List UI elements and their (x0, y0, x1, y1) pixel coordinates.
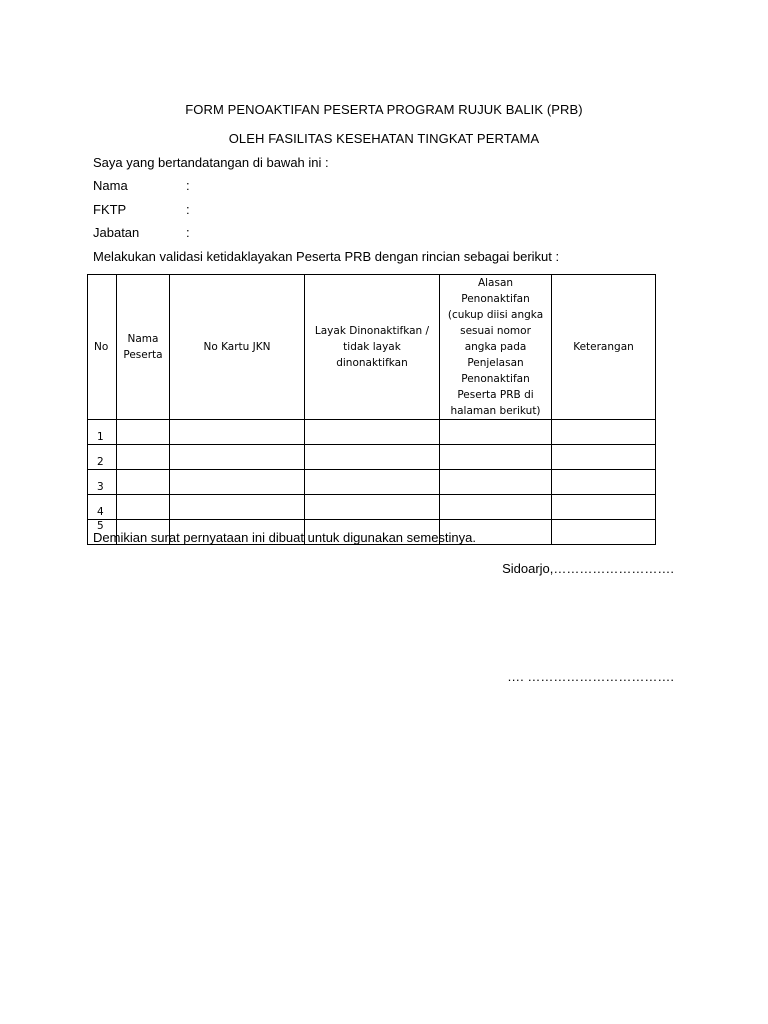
header-keterangan: Keterangan (552, 275, 656, 420)
table-row (88, 495, 656, 520)
table-row (88, 420, 656, 445)
statement-text: Melakukan validasi ketidaklayakan Peserta PRB dengan rincian sebagai berikut : (93, 249, 560, 264)
table-header-row (88, 275, 656, 420)
field-colon-nama: : (186, 178, 190, 193)
place-date: Sidoarjo,………………………. (502, 561, 674, 576)
row-number: 2 (88, 445, 117, 470)
participant-table (87, 274, 656, 545)
form-subtitle: OLEH FASILITAS KESEHATAN TINGKAT PERTAMA (228, 131, 540, 146)
signature-line: …. ……………………………. (507, 669, 674, 684)
header-no-kartu-jkn: No Kartu JKN (170, 275, 305, 420)
closing-text: Demikian surat pernyataan ini dibuat untuk digunakan semestinya. (93, 530, 477, 545)
field-label-fktp: FKTP (93, 202, 127, 217)
header-nama-peserta: Nama Peserta (117, 275, 170, 420)
field-label-nama: Nama (93, 178, 128, 193)
cell-alasan[interactable] (440, 420, 552, 445)
cell-keterangan[interactable] (552, 495, 656, 520)
row-number: 3 (88, 470, 117, 495)
header-alasan-penonaktifan: Alasan Penonaktifan (cukup diisi angka sesuai nomor angka pada Penjelasan Penonaktifan Peserta PRB di halaman berikut) (440, 275, 552, 420)
cell-alasan[interactable] (440, 470, 552, 495)
cell-nama[interactable] (117, 445, 170, 470)
field-label-jabatan: Jabatan (93, 225, 140, 240)
cell-keterangan[interactable] (552, 520, 656, 545)
cell-layak[interactable] (305, 445, 440, 470)
field-colon-fktp: : (186, 202, 190, 217)
cell-keterangan[interactable] (552, 420, 656, 445)
header-layak-dinonaktifkan: Layak Dinonaktifkan / tidak layak dinonaktifkan (305, 275, 440, 420)
intro-text: Saya yang bertandatangan di bawah ini : (93, 155, 329, 170)
row-number: 1 (88, 420, 117, 445)
field-colon-jabatan: : (186, 225, 190, 240)
cell-alasan[interactable] (440, 445, 552, 470)
row-number: 4 (88, 495, 117, 520)
cell-alasan[interactable] (440, 495, 552, 520)
cell-kartu[interactable] (170, 420, 305, 445)
cell-nama[interactable] (117, 495, 170, 520)
form-title: FORM PENOAKTIFAN PESERTA PROGRAM RUJUK BALIK (PRB) (185, 102, 583, 117)
cell-layak[interactable] (305, 420, 440, 445)
row-number: 5 (88, 520, 117, 545)
cell-keterangan[interactable] (552, 470, 656, 495)
header-no: No (88, 275, 117, 420)
cell-nama[interactable] (117, 420, 170, 445)
cell-kartu[interactable] (170, 470, 305, 495)
cell-nama[interactable] (117, 470, 170, 495)
cell-layak[interactable] (305, 495, 440, 520)
cell-kartu[interactable] (170, 445, 305, 470)
cell-kartu[interactable] (170, 495, 305, 520)
cell-layak[interactable] (305, 470, 440, 495)
table-row (88, 445, 656, 470)
cell-keterangan[interactable] (552, 445, 656, 470)
table-row (88, 470, 656, 495)
